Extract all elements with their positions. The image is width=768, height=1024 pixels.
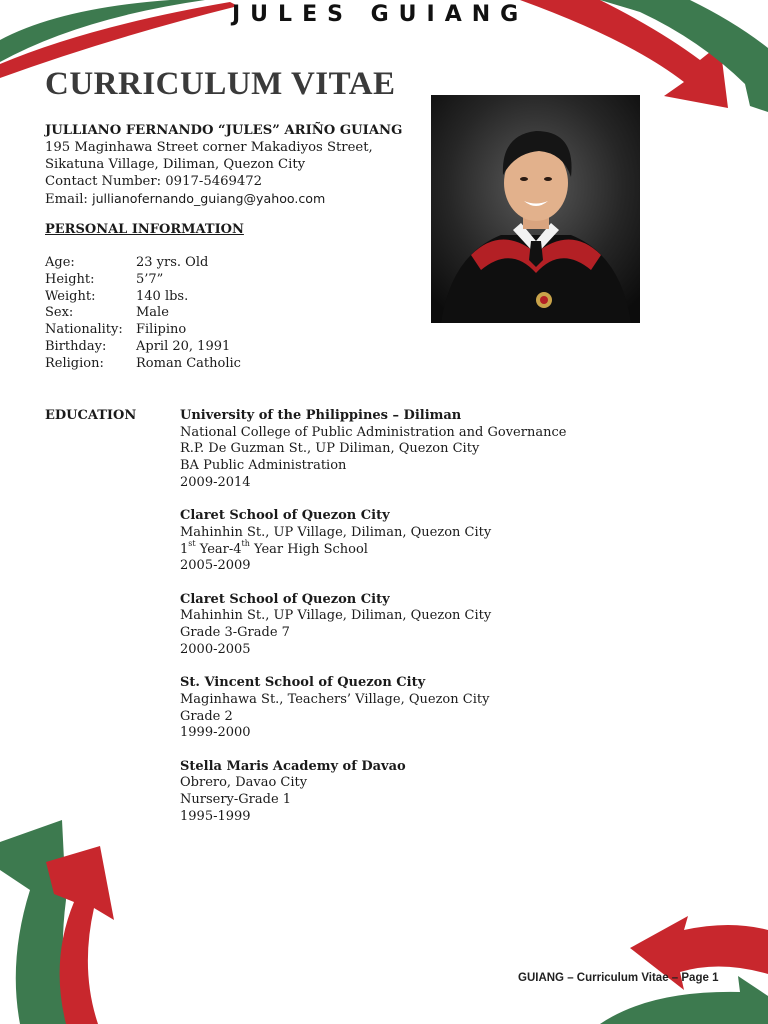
contact-number-value: 0917-5469472 <box>165 174 263 189</box>
personal-info-row <box>45 356 241 373</box>
school-name: University of the Philippines – Diliman <box>180 408 462 423</box>
personal-info-row <box>45 322 241 339</box>
school-detail: Mahinhin St., UP Village, Diliman, Quezon City <box>180 608 492 624</box>
bottom-left-green-arrow <box>0 820 70 1024</box>
profile-photo <box>431 95 640 323</box>
school-name: Claret School of Quezon City <box>180 591 390 607</box>
school-name: Claret School of Quezon City <box>180 508 390 524</box>
address-line-1: 195 Maginhawa Street corner Makadiyos Street, <box>45 140 373 155</box>
personal-info-value: 5’7” <box>136 271 164 287</box>
school-name: Stella Maris Academy of Davao <box>180 758 406 774</box>
school-entry <box>180 508 660 575</box>
level-superscript: th <box>241 539 250 549</box>
school-entry <box>180 759 660 826</box>
school-detail: Mahinhin St., UP Village, Diliman, Quezon City <box>180 524 492 540</box>
school-detail: Nursery-Grade 1 <box>180 792 292 808</box>
graduation-portrait <box>431 95 640 323</box>
level-superscript: st <box>188 539 196 549</box>
personal-info-label: Religion: <box>45 355 104 371</box>
email-value: jullianofernando_guiang@yahoo.com <box>92 191 326 206</box>
page-footer: GUIANG – Curriculum Vitae – Page 1 <box>518 972 719 984</box>
school-entry <box>180 592 660 659</box>
personal-info-row <box>45 255 241 272</box>
school-years: 2005-2009 <box>180 558 251 574</box>
personal-info-value: Filipino <box>136 322 187 338</box>
personal-info-row <box>45 305 241 322</box>
school-level <box>180 539 660 559</box>
school-years: 2009-2014 <box>180 474 251 490</box>
level-part: Year-4 <box>195 541 242 557</box>
school-years: 2000-2005 <box>180 641 251 657</box>
school-detail: Maginhawa St., Teachers’ Village, Quezon City <box>180 691 490 707</box>
personal-info-value: 140 lbs. <box>136 288 189 304</box>
email-row <box>45 190 402 208</box>
school-name: St. Vincent School of Quezon City <box>180 675 426 691</box>
personal-info-value: Roman Catholic <box>136 355 241 371</box>
personal-info-list <box>45 255 241 373</box>
school-detail: National College of Public Administration and Governance <box>180 424 567 440</box>
personal-info-row <box>45 272 241 289</box>
personal-info-value: 23 yrs. Old <box>136 255 209 270</box>
school-detail: Obrero, Davao City <box>180 775 308 791</box>
email-label: Email: <box>45 192 88 207</box>
contact-number-label: Contact Number: <box>45 174 162 189</box>
page-title: CURRICULUM VITAE <box>45 66 396 102</box>
level-part: 1 <box>180 541 189 557</box>
school-detail: Grade 2 <box>180 708 233 724</box>
personal-info-label: Birthday: <box>45 338 107 354</box>
contact-block <box>45 122 402 208</box>
header-name: JULES GUIANG <box>232 2 529 27</box>
personal-info-label: Height: <box>45 271 95 287</box>
personal-info-value: April 20, 1991 <box>136 338 231 354</box>
education-heading: EDUCATION <box>45 408 137 423</box>
level-part: Year High School <box>249 541 368 557</box>
personal-info-label: Sex: <box>45 305 74 321</box>
personal-info-value: Male <box>136 305 169 321</box>
personal-info-heading: PERSONAL INFORMATION <box>45 222 244 237</box>
education-list <box>180 408 660 842</box>
personal-info-label: Nationality: <box>45 322 123 338</box>
personal-info-label: Age: <box>45 255 75 270</box>
personal-info-row <box>45 339 241 356</box>
personal-info-label: Weight: <box>45 288 96 304</box>
school-entry <box>180 675 660 742</box>
school-years: 1995-1999 <box>180 808 251 824</box>
full-name: JULLIANO FERNANDO “JULES” ARIÑO GUIANG <box>45 123 403 138</box>
school-entry <box>180 408 660 492</box>
school-years: 1999-2000 <box>180 725 251 741</box>
address-line-2: Sikatuna Village, Diliman, Quezon City <box>45 157 306 172</box>
personal-info-row <box>45 289 241 306</box>
school-detail: BA Public Administration <box>180 458 347 474</box>
contact-number <box>45 173 402 190</box>
school-detail: R.P. De Guzman St., UP Diliman, Quezon City <box>180 441 480 457</box>
school-detail: Grade 3-Grade 7 <box>180 625 290 641</box>
